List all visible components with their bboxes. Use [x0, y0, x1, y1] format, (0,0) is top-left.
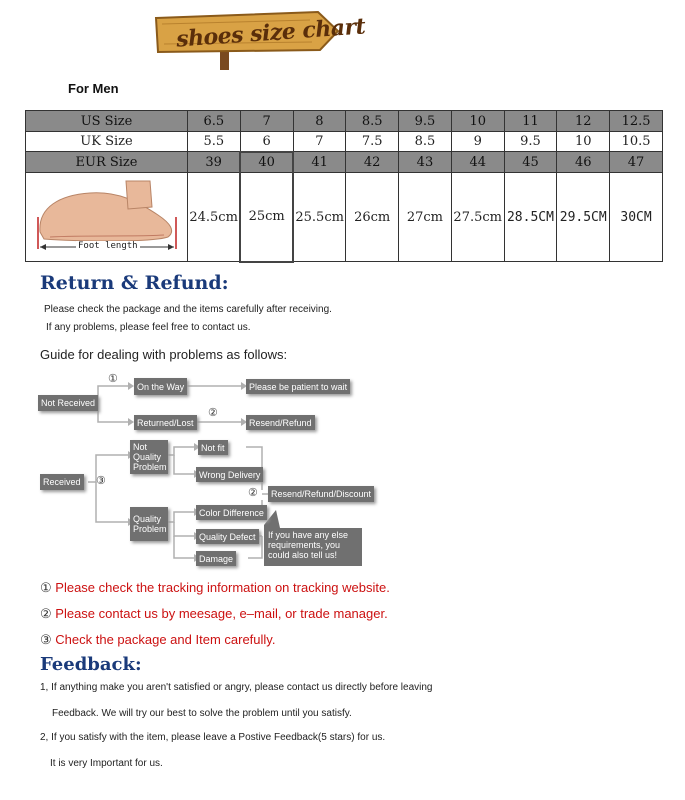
feedback-line: Feedback. We will try our best to solve the problem until you satisfy. — [52, 708, 352, 719]
us-size-cell: 7 — [240, 111, 293, 132]
guide-title: Guide for dealing with problems as follows: — [40, 347, 288, 362]
eur-size-cell: 43 — [399, 152, 452, 173]
us-size-cell: 8.5 — [346, 111, 399, 132]
step-number: ② — [40, 606, 52, 621]
flow-returned-lost: Returned/Lost — [134, 415, 197, 430]
step-number: ③ — [40, 632, 52, 647]
feedback-heading: Feedback: — [40, 654, 142, 675]
foot-length-cell: 27cm — [399, 173, 452, 262]
return-refund-line: Please check the package and the items carefully after receiving. — [44, 304, 332, 315]
us-size-cell: 10 — [451, 111, 504, 132]
uk-size-cell: 6 — [240, 132, 293, 152]
uk-size-cell: 10.5 — [610, 132, 663, 152]
eur-size-cell: 42 — [346, 152, 399, 173]
step-text: Please check the tracking information on tracking website. — [55, 580, 390, 595]
uk-size-cell: 7 — [293, 132, 346, 152]
flow-received: Received — [40, 474, 84, 490]
size-chart-table — [25, 110, 663, 263]
foot-length-cell: 27.5cm — [451, 173, 504, 262]
foot-length-cell: 30CM — [610, 173, 663, 262]
flow-number-2-received: ② — [248, 487, 258, 499]
uk-size-cell: 8.5 — [399, 132, 452, 152]
uk-size-cell: 7.5 — [346, 132, 399, 152]
step-line-2 — [40, 606, 388, 622]
foot-length-row — [26, 173, 663, 262]
eur-size-cell: 46 — [557, 152, 610, 173]
foot-length-cell: 28.5CM — [504, 173, 557, 262]
banner-title: shoes size chart — [175, 13, 367, 53]
return-refund-heading: Return & Refund: — [40, 272, 229, 294]
flow-resend-refund: Resend/Refund — [246, 415, 315, 430]
eur-size-cell: 47 — [610, 152, 663, 173]
us-size-label: US Size — [26, 111, 188, 132]
flow-not-received: Not Received — [38, 395, 98, 411]
uk-size-label: UK Size — [26, 132, 188, 152]
eur-size-label: EUR Size — [26, 152, 188, 173]
foot-length-cell: 24.5cm — [188, 173, 241, 262]
uk-size-row — [26, 132, 663, 152]
foot-length-cell: 29.5CM — [557, 173, 610, 262]
flow-be-patient: Please be patient to wait — [246, 379, 350, 394]
uk-size-cell: 9 — [451, 132, 504, 152]
foot-length-cell: 26cm — [346, 173, 399, 262]
banner-signboard — [150, 4, 367, 70]
flow-number-2: ② — [208, 407, 218, 419]
foot-length-cell-highlighted: 25cm — [240, 173, 293, 262]
uk-size-cell: 9.5 — [504, 132, 557, 152]
us-size-cell: 12 — [557, 111, 610, 132]
eur-size-cell: 39 — [188, 152, 241, 173]
us-size-cell: 8 — [293, 111, 346, 132]
step-line-3 — [40, 632, 275, 648]
section-label-for-men: For Men — [68, 81, 119, 96]
eur-size-row — [26, 152, 663, 173]
flow-not-fit: Not fit — [198, 440, 228, 455]
eur-size-cell: 41 — [293, 152, 346, 173]
flow-on-the-way: On the Way — [134, 378, 187, 395]
flow-number-1: ① — [108, 373, 118, 385]
flow-quality-defect: Quality Defect — [196, 529, 259, 544]
flow-else-requirements: If you have any else requirements, you could also tell us! — [268, 530, 349, 560]
feedback-line: It is very Important for us. — [50, 758, 163, 769]
step-line-1 — [40, 580, 390, 596]
us-size-cell: 6.5 — [188, 111, 241, 132]
us-size-cell: 11 — [504, 111, 557, 132]
foot-length-cell: 25.5cm — [293, 173, 346, 262]
return-refund-line: If any problems, please feel free to contact us. — [46, 322, 251, 333]
eur-size-cell: 44 — [451, 152, 504, 173]
flow-resend-refund-discount: Resend/Refund/Discount — [268, 486, 374, 502]
feedback-line: 1, If anything make you aren't satisfied or angry, please contact us directly before leaving — [40, 682, 433, 693]
foot-length-label: Foot length — [78, 241, 138, 251]
feedback-line: 2, If you satisfy with the item, please leave a Postive Feedback(5 stars) for us. — [40, 732, 386, 743]
uk-size-cell: 10 — [557, 132, 610, 152]
step-text: Please contact us by meesage, e–mail, or trade manager. — [55, 606, 388, 621]
eur-size-cell: 45 — [504, 152, 557, 173]
step-text: Check the package and Item carefully. — [55, 632, 276, 647]
eur-size-cell-highlighted: 40 — [240, 152, 293, 173]
foot-length-image-cell — [26, 173, 188, 262]
step-number: ① — [40, 580, 52, 595]
problem-flow-diagram — [36, 370, 376, 570]
flow-color-difference: Color Difference — [196, 505, 267, 520]
us-size-cell: 12.5 — [610, 111, 663, 132]
us-size-row — [26, 111, 663, 132]
uk-size-cell: 5.5 — [188, 132, 241, 152]
flow-wrong-delivery: Wrong Delivery — [196, 467, 263, 482]
us-size-cell: 9.5 — [399, 111, 452, 132]
flow-damage: Damage — [196, 551, 236, 566]
flow-number-3: ③ — [96, 475, 106, 487]
flow-quality-problem: Quality Problem — [130, 507, 168, 541]
flow-not-quality-problem: Not Quality Problem — [130, 440, 168, 474]
